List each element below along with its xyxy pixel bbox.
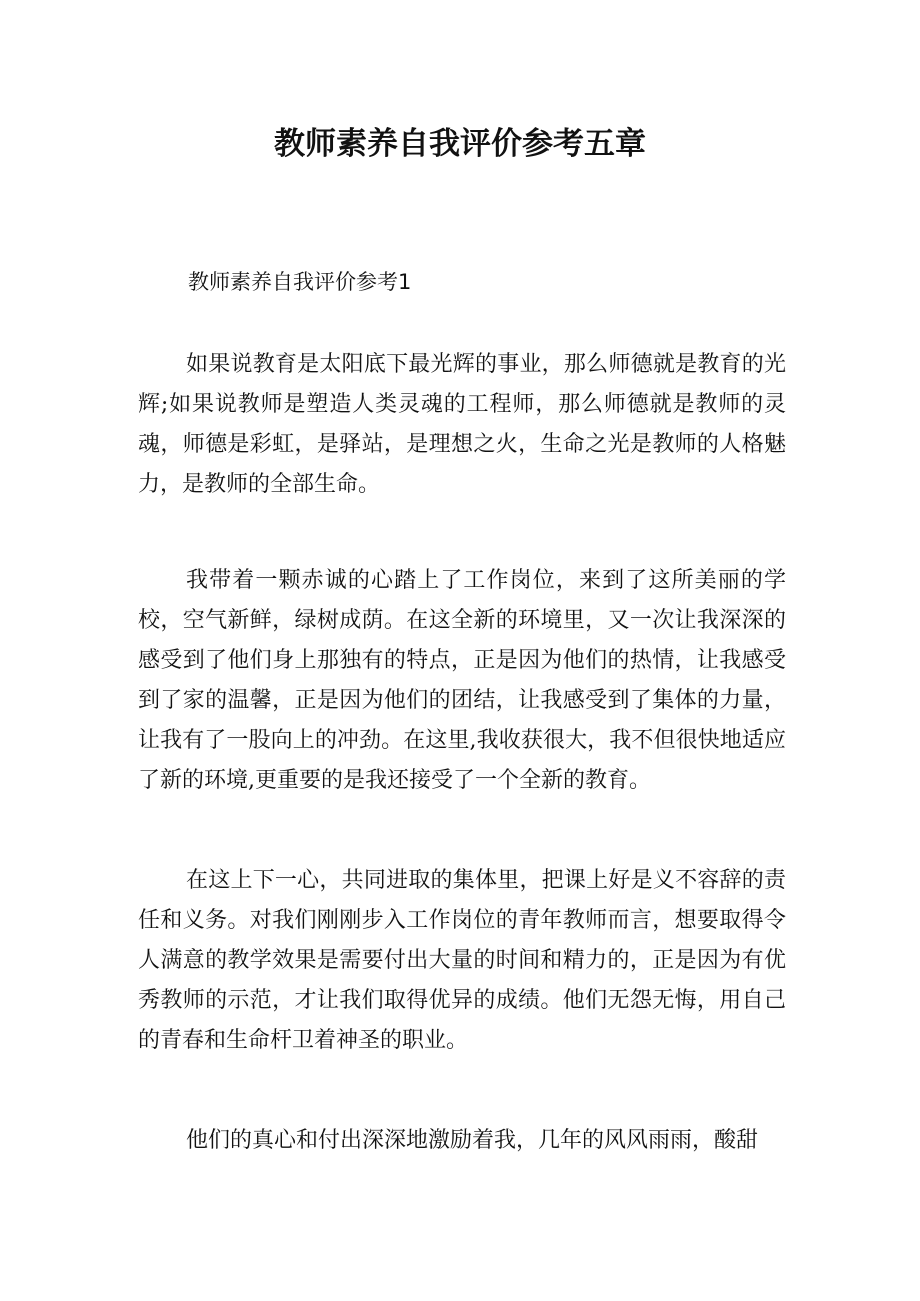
section-heading: 教师素养自我评价参考1 [188,270,412,294]
paragraph-1: 如果说教育是太阳底下最光辉的事业，那么师德就是教育的光辉;如果说教师是塑造人类灵魂的工程师，那么师德就是教师的灵魂，师德是彩虹，是驿站，是理想之火，生命之光是教师的人格魅力，是教师的全部生命。 [138,352,786,497]
paragraph-2: 我带着一颗赤诚的心踏上了工作岗位，来到了这所美丽的学校，空气新鲜，绿树成荫。在这全新的环境里，又一次让我深深的感受到了他们身上那独有的特点，正是因为他们的热情，让我感受到了家的温馨，正是因为他们的团结，让我感受到了集体的力量，让我有了一股向上的冲劲。在这里,我收获很大，我不但很快地适应了新的环境,更重要的是我还接受了一个全新的教育。 [138,568,786,793]
paragraph-3: 在这上下一心，共同进取的集体里，把课上好是义不容辞的责任和义务。对我们刚刚步入工作岗位的青年教师而言，想要取得令人满意的教学效果是需要付出大量的时间和精力的，正是因为有优秀教师的示范，才让我们取得优异的成绩。他们无怨无悔，用自己的青春和生命杆卫着神圣的职业。 [138,868,786,1053]
document-title: 教师素养自我评价参考五章 [274,126,646,162]
paragraph-4: 他们的真心和付出深深地激励着我，几年的风风雨雨，酸甜 [186,1128,759,1153]
